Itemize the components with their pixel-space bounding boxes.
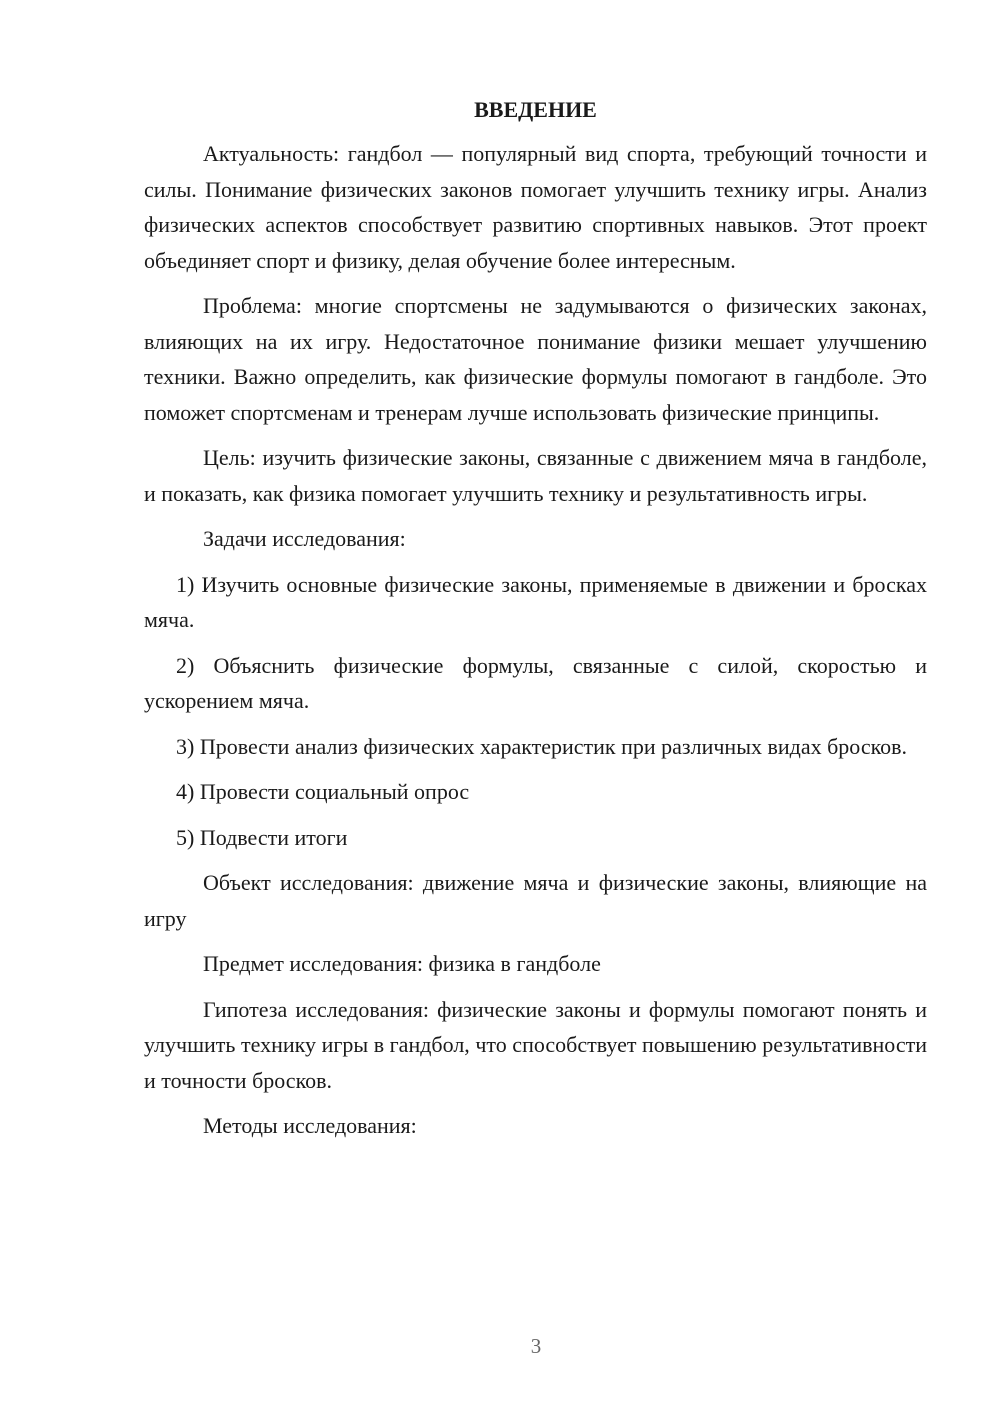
list-item-task-1: 1) Изучить основные физические законы, применяемые в движении и бросках мяча. <box>144 571 927 632</box>
list-item-task-4: 4) Провести социальный опрос <box>176 779 470 804</box>
paragraph-subject: Предмет исследования: физика в гандболе <box>203 951 601 976</box>
document-page <box>144 92 927 1154</box>
paragraph-problem: Проблема: многие спортсмены не задумываются о физических законах, влияющих на их игру. Недостаточное понимание физики мешает улучшению техники. Важно определить, как физические формулы помогают в гандболе. Это поможет спортсменам и тренерам лучше использовать физические принципы. <box>144 293 927 425</box>
list-item-task-5: 5) Подвести итоги <box>176 824 348 850</box>
paragraph-tasks-heading: Задачи исследования: <box>203 526 406 551</box>
list-item-task-2: 2) Объяснить физические формулы, связанные с силой, скоростью и ускорением мяча. <box>144 652 927 713</box>
section-title: ВВЕДЕНИЕ <box>474 97 597 122</box>
paragraph-object: Объект исследования: движение мяча и физические законы, влияющие на игру <box>144 870 927 931</box>
paragraph-goal: Цель: изучить физические законы, связанные с движением мяча в гандболе, и показать, как физика помогает улучшить технику и результативность игры. <box>144 445 927 506</box>
paragraph-relevance: Актуальность: гандбол — популярный вид спорта, требующий точности и силы. Понимание физических законов помогает улучшить технику игры. Анализ физических аспектов способствует развитию спортивных навыков. Этот проект объединяет спорт и физику, делая обучение более интересным. <box>144 141 927 273</box>
page-number: 3 <box>530 1334 542 1358</box>
paragraph-hypothesis: Гипотеза исследования: физические законы и формулы помогают понять и улучшить технику игры в гандбол, что способствует повышению результативности и точности бросков. <box>144 996 927 1093</box>
paragraph-methods: Методы исследования: <box>203 1113 417 1138</box>
list-item-task-3: 3) Провести анализ физических характеристик при различных видах бросков. <box>176 733 908 759</box>
